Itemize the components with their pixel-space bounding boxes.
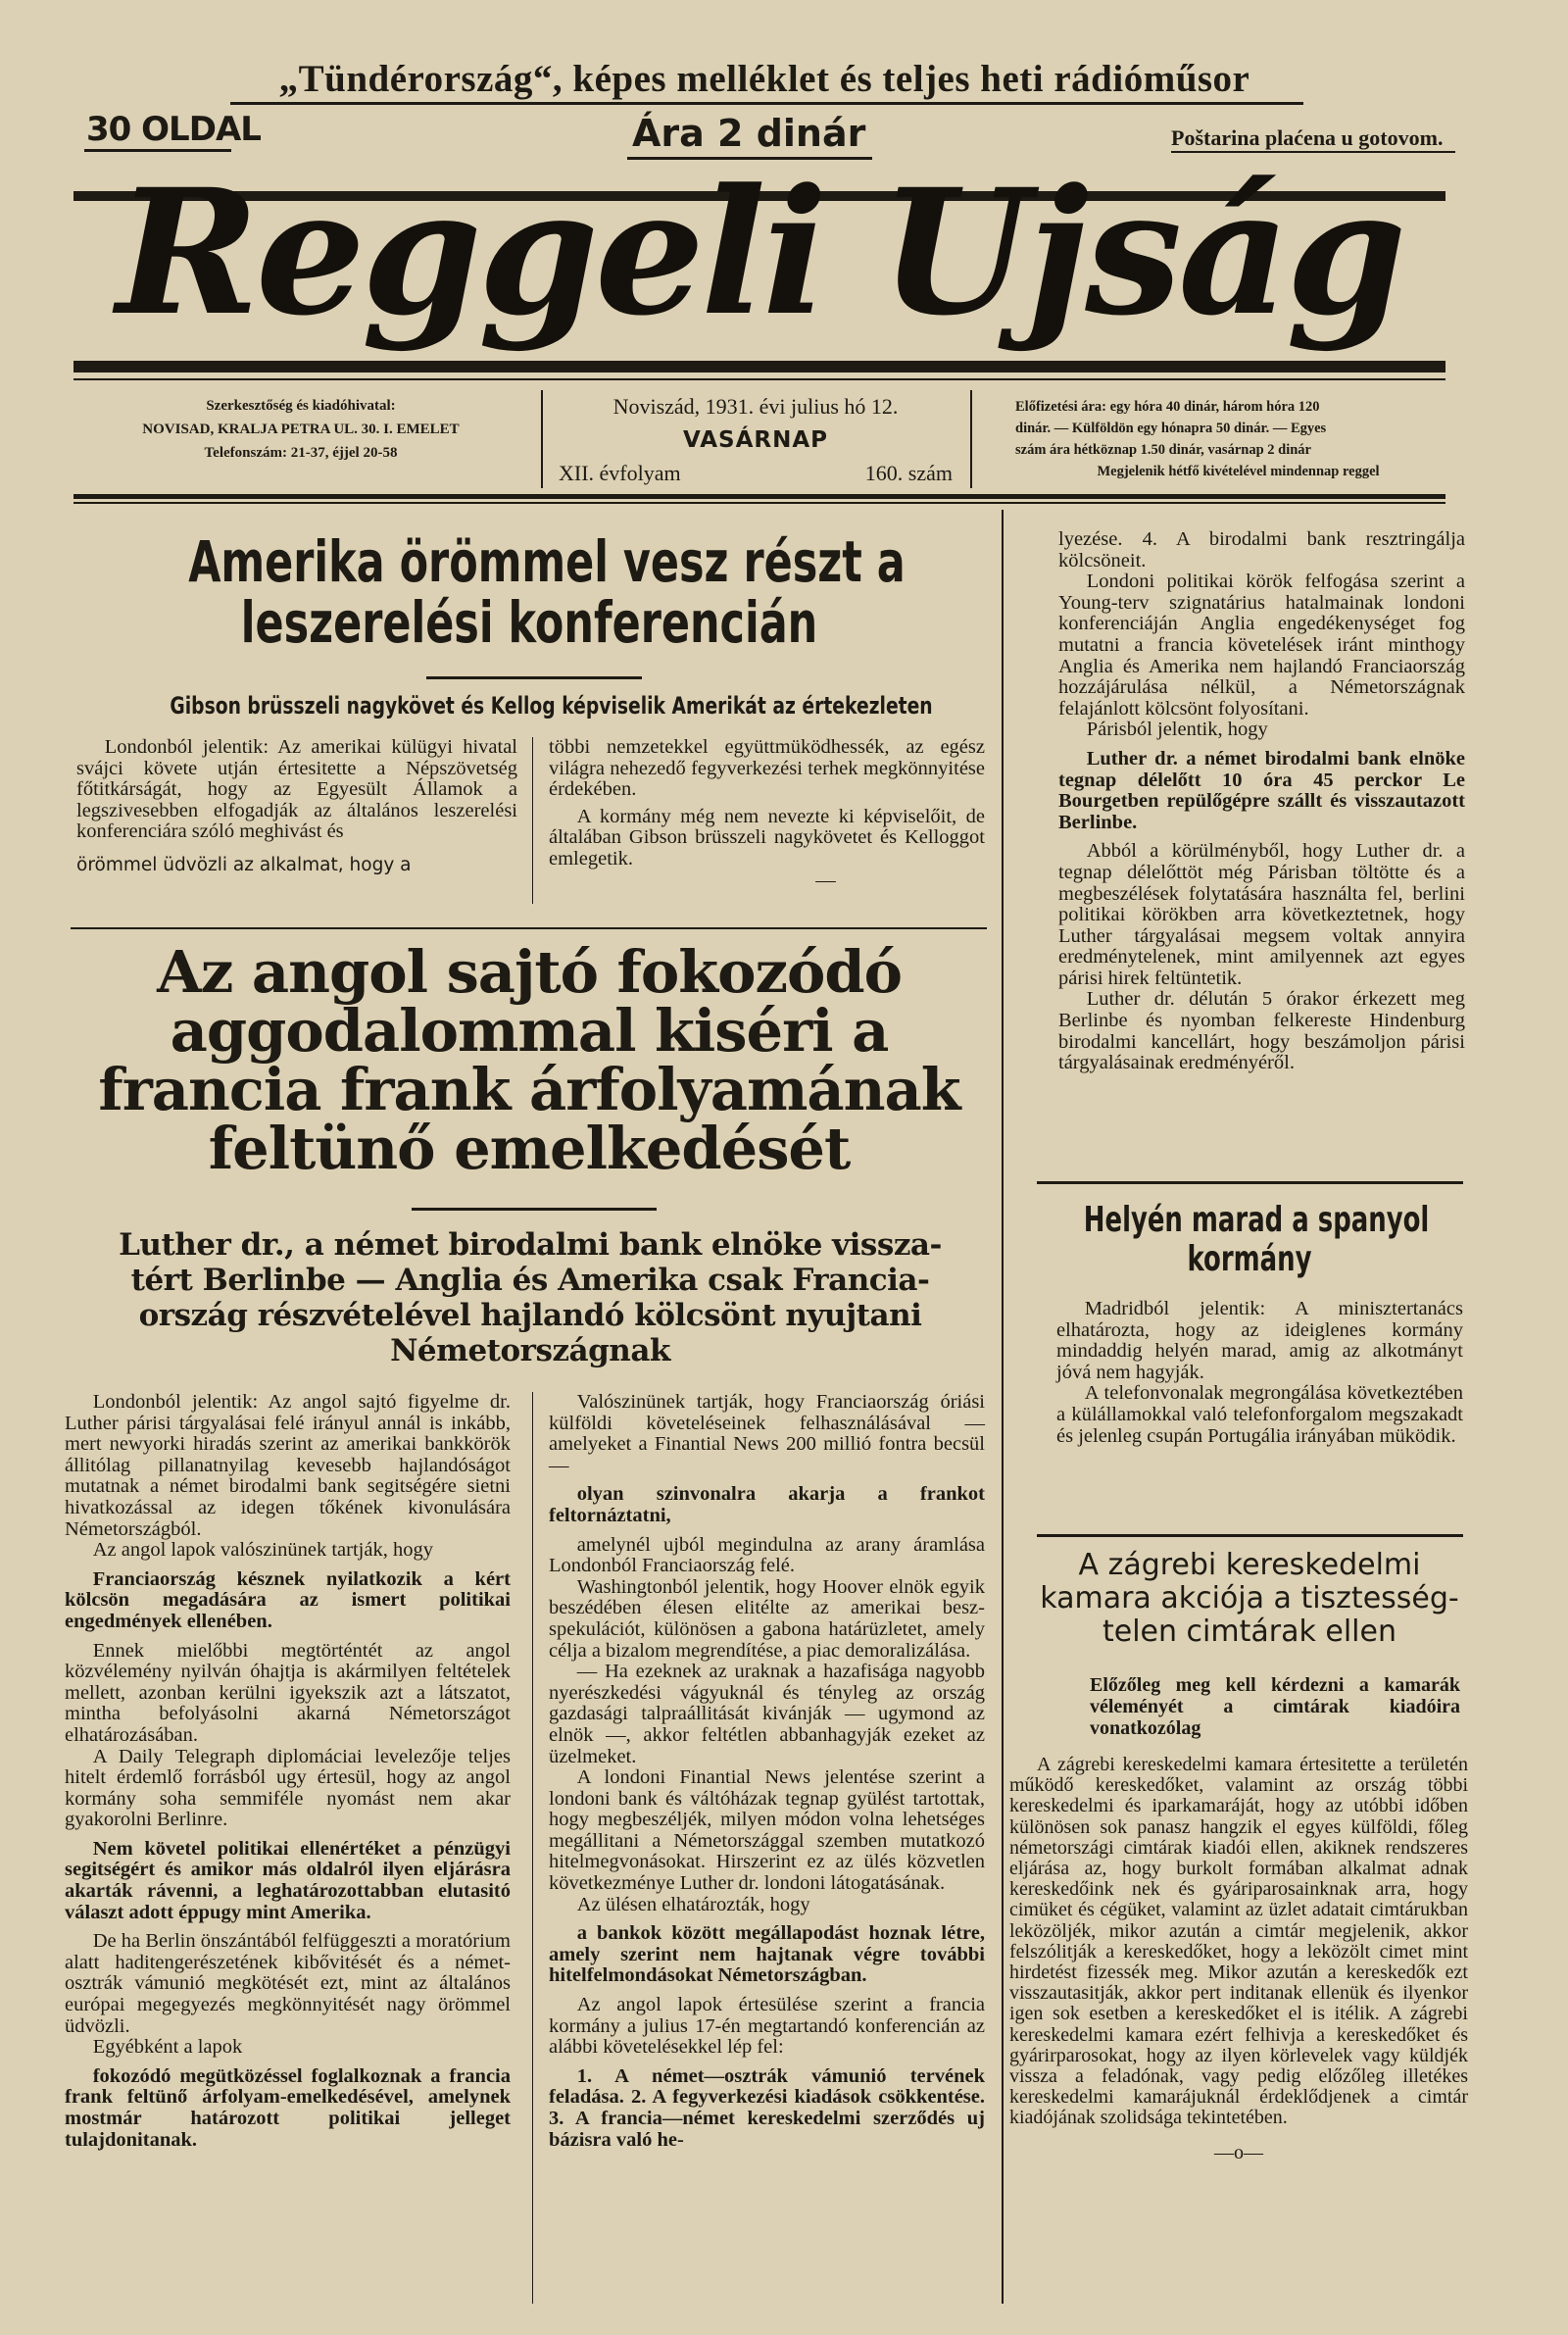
info-rule-bottom-thin (74, 502, 1446, 504)
article2-col1-paragraph: Egyébként a lapok (92, 2036, 243, 2059)
article1-paragraph-2: örömmel üdvözli az alkalmat, hogy a (76, 854, 412, 875)
right-col-rule-1 (1037, 1181, 1463, 1184)
article1-headline (69, 528, 990, 656)
article2-col2-paragraph: olyan szinvonalra akarja a frankot feltornáztatni, (549, 1483, 985, 1526)
article2-subheadline-line4: Németországnak (390, 1333, 670, 1368)
column-divider-main (1002, 510, 1004, 2304)
article1-head-rule (426, 676, 642, 679)
supplement-banner: „Tündérország“, képes melléklet és teljes heti rádióműsor (278, 58, 1250, 100)
article2-col2-paragraph: Washingtonból jelentik, hogy Hoover elnök egyik beszédében élesen elitélte az amerikai besz-spekulációt, különösen a gabona határüzletet, amely célja a bizalom megrendítése, a piac demoralizálása. (549, 1575, 985, 1662)
article3-headline (1019, 1201, 1480, 1279)
article1-end-mark: — (815, 869, 836, 891)
info-divider-right (970, 390, 972, 488)
editorial-office-phone: Telefonszám: 21-37, éjjel 20-58 (204, 445, 398, 461)
col3-paragraph: lyezése. 4. A birodalmi bank resztringálja kölcsöneit. (1058, 528, 1465, 571)
article1-paragraph-3: többi nemzetekkel együttmüködhessék, az egész világra nehezedő fegyverkezési terhek megkönnyitése érdekében. (549, 736, 985, 801)
col3-paragraph: Luther dr. a német birodalmi bank elnöke tegnap délelőtt 10 óra 45 perckor Le Bourgetben repülőgépre szállt és visszautazott Berlinbe. (1058, 747, 1465, 833)
article4-subheadline (1090, 1674, 1460, 1739)
subscription-line-4: Megjelenik hétfő kivételével mindennap reggel (1097, 464, 1380, 479)
article2-col1-paragraph: De ha Berlin önszántából felfüggeszti a moratórium alatt haditengerészetének kibővitését és a német-osztrák vámunió megkötését ezt, mint az általános európai megegyezés megkönnyitését nagy örömmel üdvözli. (65, 1930, 511, 2037)
article2-headline-line2: aggodalommal kiséri a (170, 997, 889, 1065)
article1-paragraph-1: Londonból jelentik: Az amerikai külügyi hivatal svájci követe utján értesitette a Népszövetség főtitkárságát, hogy az Egyesült Államok a legszivesebben elfogadják az általános leszerelési konferenciára szóló meghivást és (76, 736, 517, 843)
article1-col-left (76, 737, 517, 876)
issue-number: 160. szám (864, 461, 953, 485)
article2-col2 (549, 1392, 985, 2159)
info-right (1015, 396, 1461, 482)
col3-paragraph: Abból a körülményből, hogy Luther dr. a tegnap délelőttöt még Párisban töltötte és a megbeszélések folytatására használta fel, berlini politikai körökben arra következtetnek, hogy Luther tárgyalásai megsem voltak annyira eredménytelenek, mint amilyennek azt egyes párisi hirek feltüntetik. (1058, 840, 1465, 989)
article4-body (1009, 1755, 1468, 2163)
article2-col1-paragraph: Az angol lapok valószinünek tartják, hogy (92, 1539, 433, 1562)
masthead-title: Reggeli Ujság (116, 151, 1403, 354)
info-rule-bottom (74, 494, 1446, 499)
article1-bottom-rule (71, 927, 987, 929)
postage-label: Poštarina plaćena u gotovom. (1171, 125, 1444, 150)
article2-subheadline-line1: Luther dr., a német birodalmi bank elnöke vissza- (119, 1227, 942, 1263)
article2-col-divider (532, 1392, 533, 2304)
issue-volume-row (545, 457, 966, 490)
article4-headline-line2: kamara akciója a tisztesség- (1040, 1581, 1459, 1615)
article3-body (1056, 1299, 1463, 1447)
editorial-office-label: Szerkesztőség és kiadóhivatal: (206, 398, 396, 414)
article2-col2-paragraph: Az ülésen elhatározták, hogy (576, 1893, 810, 1915)
article2-headline-line3: francia frank árfolyamának (98, 1056, 960, 1123)
right-col-rule-2 (1037, 1534, 1463, 1537)
col3-paragraph: Párisból jelentik, hogy (1086, 719, 1268, 741)
editorial-office-address: NOVISAD, KRALJA PETRA UL. 30. I. EMELET (142, 422, 460, 437)
article3-headline-line2: kormány (1187, 1239, 1312, 1279)
article2-head-rule (412, 1208, 657, 1211)
article2-subheadline (65, 1227, 996, 1368)
article3-headline-line1: Helyén marad a spanyol (1083, 1200, 1430, 1240)
col3-paragraph: Londoni politikai körök felfogása szerint a Young-terv szignatárius hatalmainak londoni konferenciáján Anglia engedékenységet fog mutatni a francia követelések iránt minthogy Anglia és Amerika nem hajlandó Franciaország hozzájárulása nélkül, a Németországnak felajánlott kölcsönt folyosítani. (1058, 571, 1465, 720)
article1-subheadline-text: Gibson brüsszeli nagykövet és Kellog képviselik Amerikát az értekezleten (170, 692, 933, 720)
article2-col2-paragraph: a bankok között megállapodást hoznak létre, amely szerint nem hajtanak végre további hitelfelmondásokat Németországban. (549, 1922, 985, 1987)
article3-paragraph-2: A telefonvonalak megrongálása következtében a külállamokkal való telefonforgalom megszakadt és jelenleg csupán Portugália irányában müködik. (1056, 1382, 1463, 1447)
article2-col2-paragraph: Valószinünek tartják, hogy Franciaország óriási külföldi követeléseinek felhasználásával — amelyeket a Finantial News 200 millió fontra becsül — (549, 1391, 985, 1476)
article2-headline (59, 938, 1000, 1182)
col3-paragraph: Luther dr. délután 5 órakor érkezett meg Berlinbe és nyomban felkereste Hindenburg birodalmi kancellárt, hogy beszámoljon párisi tárgyalásainak eredményéről. (1058, 988, 1465, 1074)
article2-col1-paragraph: A Daily Telegraph diplomáciai levelezője teljes hitelt érdemlő forrásból ugy értesül, hogy az angol kormány soha semmiféle nyomást nem akar gyakorolni Berlinre. (65, 1745, 511, 1831)
article2-col1-paragraph: fokozódó megütközéssel foglalkoznak a francia frank feltünő árfolyam-emelkedésével, amelynek mostmár határozott politikai jelleget tulajdonitanak. (65, 2064, 511, 2151)
article1-headline-line2: leszerelési konferencián (240, 589, 818, 656)
info-left (71, 394, 531, 465)
article2-col2-paragraph: A londoni Finantial News jelentése szerint a londoni bank és váltóházak tegnap gyülést tartottak, hogy megbeszéljék, milyen módon volna lehetséges megállitani a Németországgal szemben mutatkozó hitelmegvonásokat. Hirszerint ez az ülés közvetlen következménye Luther dr. londoni látogatásának. (549, 1766, 985, 1895)
info-divider-left (541, 390, 543, 488)
subscription-line-3: szám ára hétköznap 1.50 dinár, vasárnap 2 dinár (1015, 442, 1311, 458)
article4-headline-line1: A zágrebi kereskedelmi (1078, 1548, 1421, 1582)
article4-end-mark: —o— (1214, 2141, 1263, 2163)
article1-subheadline (69, 691, 990, 720)
article2-col2-paragraph: — Ha ezeknek az uraknak a hazafisága nagyobb nyerészkedési vágyuknál és tényleg az ország gazdasági talpraállitását kivánják — ugymond az elnök —, akkor feltétlen abbanhagyják ezeket az üzelmeket. (549, 1661, 985, 1767)
article2-subheadline-line2: tért Berlinbe — Anglia és Amerika csak Francia- (130, 1263, 930, 1298)
article2-continued-col3 (1058, 529, 1465, 1074)
article2-col1-paragraph: Franciaország késznek nyilatkozik a kért kölcsön megadására az ismert politikai engedmények ellenében. (65, 1567, 511, 1632)
article4-paragraph-1: A zágrebi kereskedelmi kamara értesitette a területén működő kereskedőket, valamint az ország többi kereskedelmi és iparkamaráját, hogy az utóbbi időben különösen sok panasz hangzik el egyes külföldi, főleg németországi cimtárak kiadói ellen, akiknek rendszeres eljárása az, hogy burkolt formában alkalmat adnak kereskedőink nek és gyáriparosainknak arra, hogy cimüket és cégüket, valamint az üzlet adatait cimtárukban leközöljék, mikor azután a cimtár megjelenik, akkor felszólitják a kereskedőket, hogy a leközölt cimet mint hirdetést fizessék meg. Mikor azután a kereskedők ezt visszautasitják, akkor pert inditanak ellenük és ilyenkor igen sok esetben a kereskedőket el is itélik. A zágrebi kereskedelmi kamara ezért felhivja a kereskedőket és gyárirparosokat, hogy az ilyen körlevelek vagy küldjék vissza a feladónak, vagy pedig előzőleg illetékes kereskedelmi kamarájuknál érdeklődjenek a cimtár kiadójának szolidsága tekintetében. (1009, 1754, 1468, 2129)
article2-col2-paragraph: 1. A német—osztrák vámunió tervének feladása. 2. A fegyverkezési kiadások csökkentése. 3. A francia—német kereskedelmi szerződés uj bázisra való he- (549, 2064, 985, 2151)
article4-headline-line3: telen cimtárak ellen (1102, 1615, 1396, 1649)
article1-col-divider (532, 737, 533, 904)
article4-headline (1019, 1549, 1480, 1649)
price-label: Ára 2 dinár (632, 112, 866, 155)
info-center (545, 390, 966, 490)
article2-col1 (65, 1392, 511, 2159)
article1-headline-line1: Amerika örömmel vesz részt a (188, 528, 906, 595)
article2-col2-paragraph: amelynél ujból megindulna az arany áramlása Londonból Franciaország felé. (549, 1533, 985, 1577)
article1-col-right (549, 737, 985, 891)
article2-headline-line4: feltünő emelkedését (208, 1115, 851, 1182)
article2-col2-paragraph: Az angol lapok értesülése szerint a francia kormány a julius 17-én megtartandó konferencián az alábbi követelésekkel lép fel: (549, 1994, 985, 2059)
masthead-rule-thin (74, 378, 1446, 380)
issue-day: VASÁRNAP (682, 427, 829, 453)
article2-subheadline-line3: ország részvételével hajlandó kölcsönt nyujtani (138, 1298, 922, 1333)
subscription-line-2: dinár. — Külföldön egy hónapra 50 dinár. — Egyes (1015, 421, 1327, 436)
article1-paragraph-4: A kormány még nem nevezte ki képviselőit, de általában Gibson brüsszeli nagykövetet és Kelloggot emlegetik. (549, 805, 985, 869)
article4-subheadline-text: Előzőleg meg kell kérdezni a kamarák véleményét a cimtárak kiadóira vonatkozólag (1090, 1674, 1460, 1739)
issue-date: Noviszád, 1931. évi julius hó 12. (612, 394, 899, 419)
masthead-rule-bottom (74, 361, 1446, 373)
article3-paragraph-1: Madridból jelentik: A minisztertanács elhatározta, hogy az ideiglenes kormány mindaddig helyén marad, amig az alkotmányt jóvá nem hagyják. (1056, 1298, 1463, 1383)
subscription-line-1: Előfizetési ára: egy hóra 40 dinár, három hóra 120 (1015, 399, 1320, 415)
pages-label: 30 OLDAL (86, 110, 261, 149)
issue-volume: XII. évfolyam (559, 461, 681, 485)
article2-col1-paragraph: Ennek mielőbbi megtörténtét az angol közvélemény nyilván óhajtja is akármilyen feltételek mellett, azonban kerülni igyekszik azt a látszatot, mintha befolyásolni akarná Németországot elhatározásában. (65, 1639, 511, 1746)
article2-headline-line1: Az angol sajtó fokozódó (157, 938, 902, 1006)
article2-col1-paragraph: Londonból jelentik: Az angol sajtó figyelme dr. Luther párisi tárgyalásai felé irányul annál is inkább, mert newyorki hiradás szerint az amerikai bankkörök állitólag pillanatnyilag kevesebb hajlandóságot mutatnak a német birodalmi bank segitségére sietni hivatkozással az idegen tőkének kivonulására Németországból. (65, 1391, 511, 1540)
article2-col1-paragraph: Nem követel politikai ellenértéket a pénzügyi segitségért és amikor más oldalról ilyen eljárásra akarták rávenni, a leghatározottabban elutasitó választ adott éppugy mint Amerika. (65, 1837, 511, 1923)
banner-underline (230, 102, 1303, 105)
